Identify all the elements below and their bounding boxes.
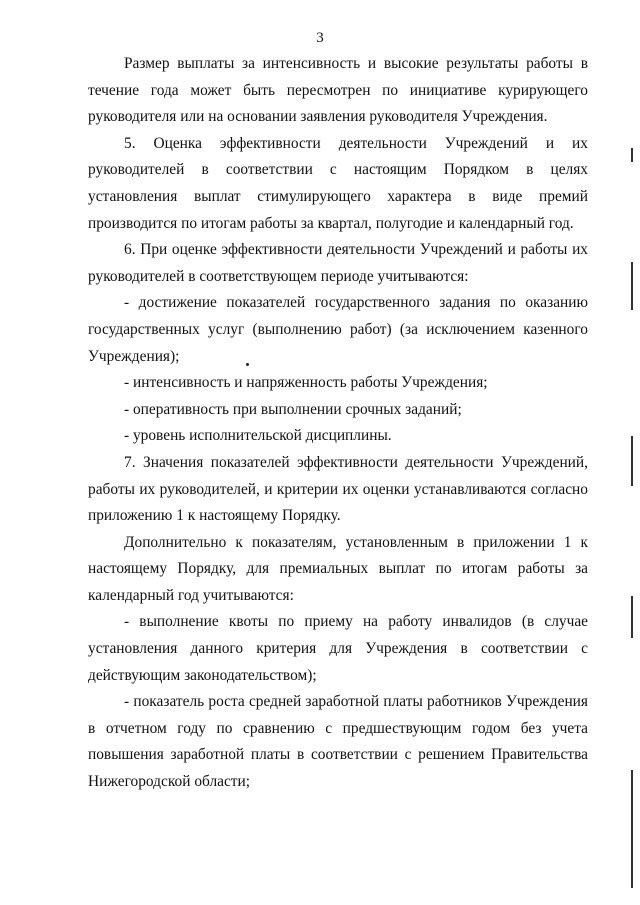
paragraph-payment-revision: Размер выплаты за интенсивность и высокие результаты работы в течение года может быть пересмотрен по инициативе курирующего руководителя или на основании заявления руководителя Учреждения. xyxy=(88,55,588,126)
paragraph-item-5: 5. Оценка эффективности деятельности Учреждений и их руководителей в соответствии с настоящим Порядком в целях установления выплат стимулирующего характера в виде премий производится по итогам работы за квартал, полугодие и календарный год. xyxy=(88,134,588,232)
list-item: - достижение показателей государственного задания по оказанию государственных услуг (выполнению работ) (за исключением казенного Учреждения); xyxy=(88,294,588,365)
paragraph-item-7: 7. Значения показателей эффективности деятельности Учреждений, работы их руководителей, и критерии их оценки устанавливаются согласно приложению 1 к настоящему Порядку. xyxy=(88,453,588,525)
list-item: - оперативность при выполнении срочных заданий; xyxy=(124,400,462,418)
list-item: - выполнение квоты по приему на работу инвалидов (в случае установления данного критерия для Учреждения в соответствии с действующим законодательством); xyxy=(88,613,588,684)
scan-edge-mark xyxy=(631,596,633,638)
list-item: - показатель роста средней заработной платы работников Учреждения в отчетном году по сравнению с предшествующим годом без учета повышения заработной платы в соответствии с решением Правительства Нижегородской области; xyxy=(88,693,588,791)
list-item: - уровень исполнительской дисциплины. xyxy=(124,427,392,445)
document-body xyxy=(88,51,588,796)
page-number: 3 xyxy=(316,30,324,46)
list-item: - интенсивность и напряженность работы Учреждения; xyxy=(124,374,488,392)
scan-edge-mark xyxy=(631,770,633,888)
scan-edge-mark xyxy=(631,148,633,162)
scan-speck xyxy=(246,363,249,366)
paragraph-additional-indicators: Дополнительно к показателям, установленным в приложении 1 к настоящему Порядку, для премиальных выплат по итогам работы за календарный год учитываются: xyxy=(88,533,588,604)
scan-edge-mark xyxy=(631,262,633,310)
scan-edge-mark xyxy=(631,436,633,486)
paragraph-item-6: 6. При оценке эффективности деятельности Учреждений и работы их руководителей в соответствующем периоде учитываются: xyxy=(88,241,588,285)
